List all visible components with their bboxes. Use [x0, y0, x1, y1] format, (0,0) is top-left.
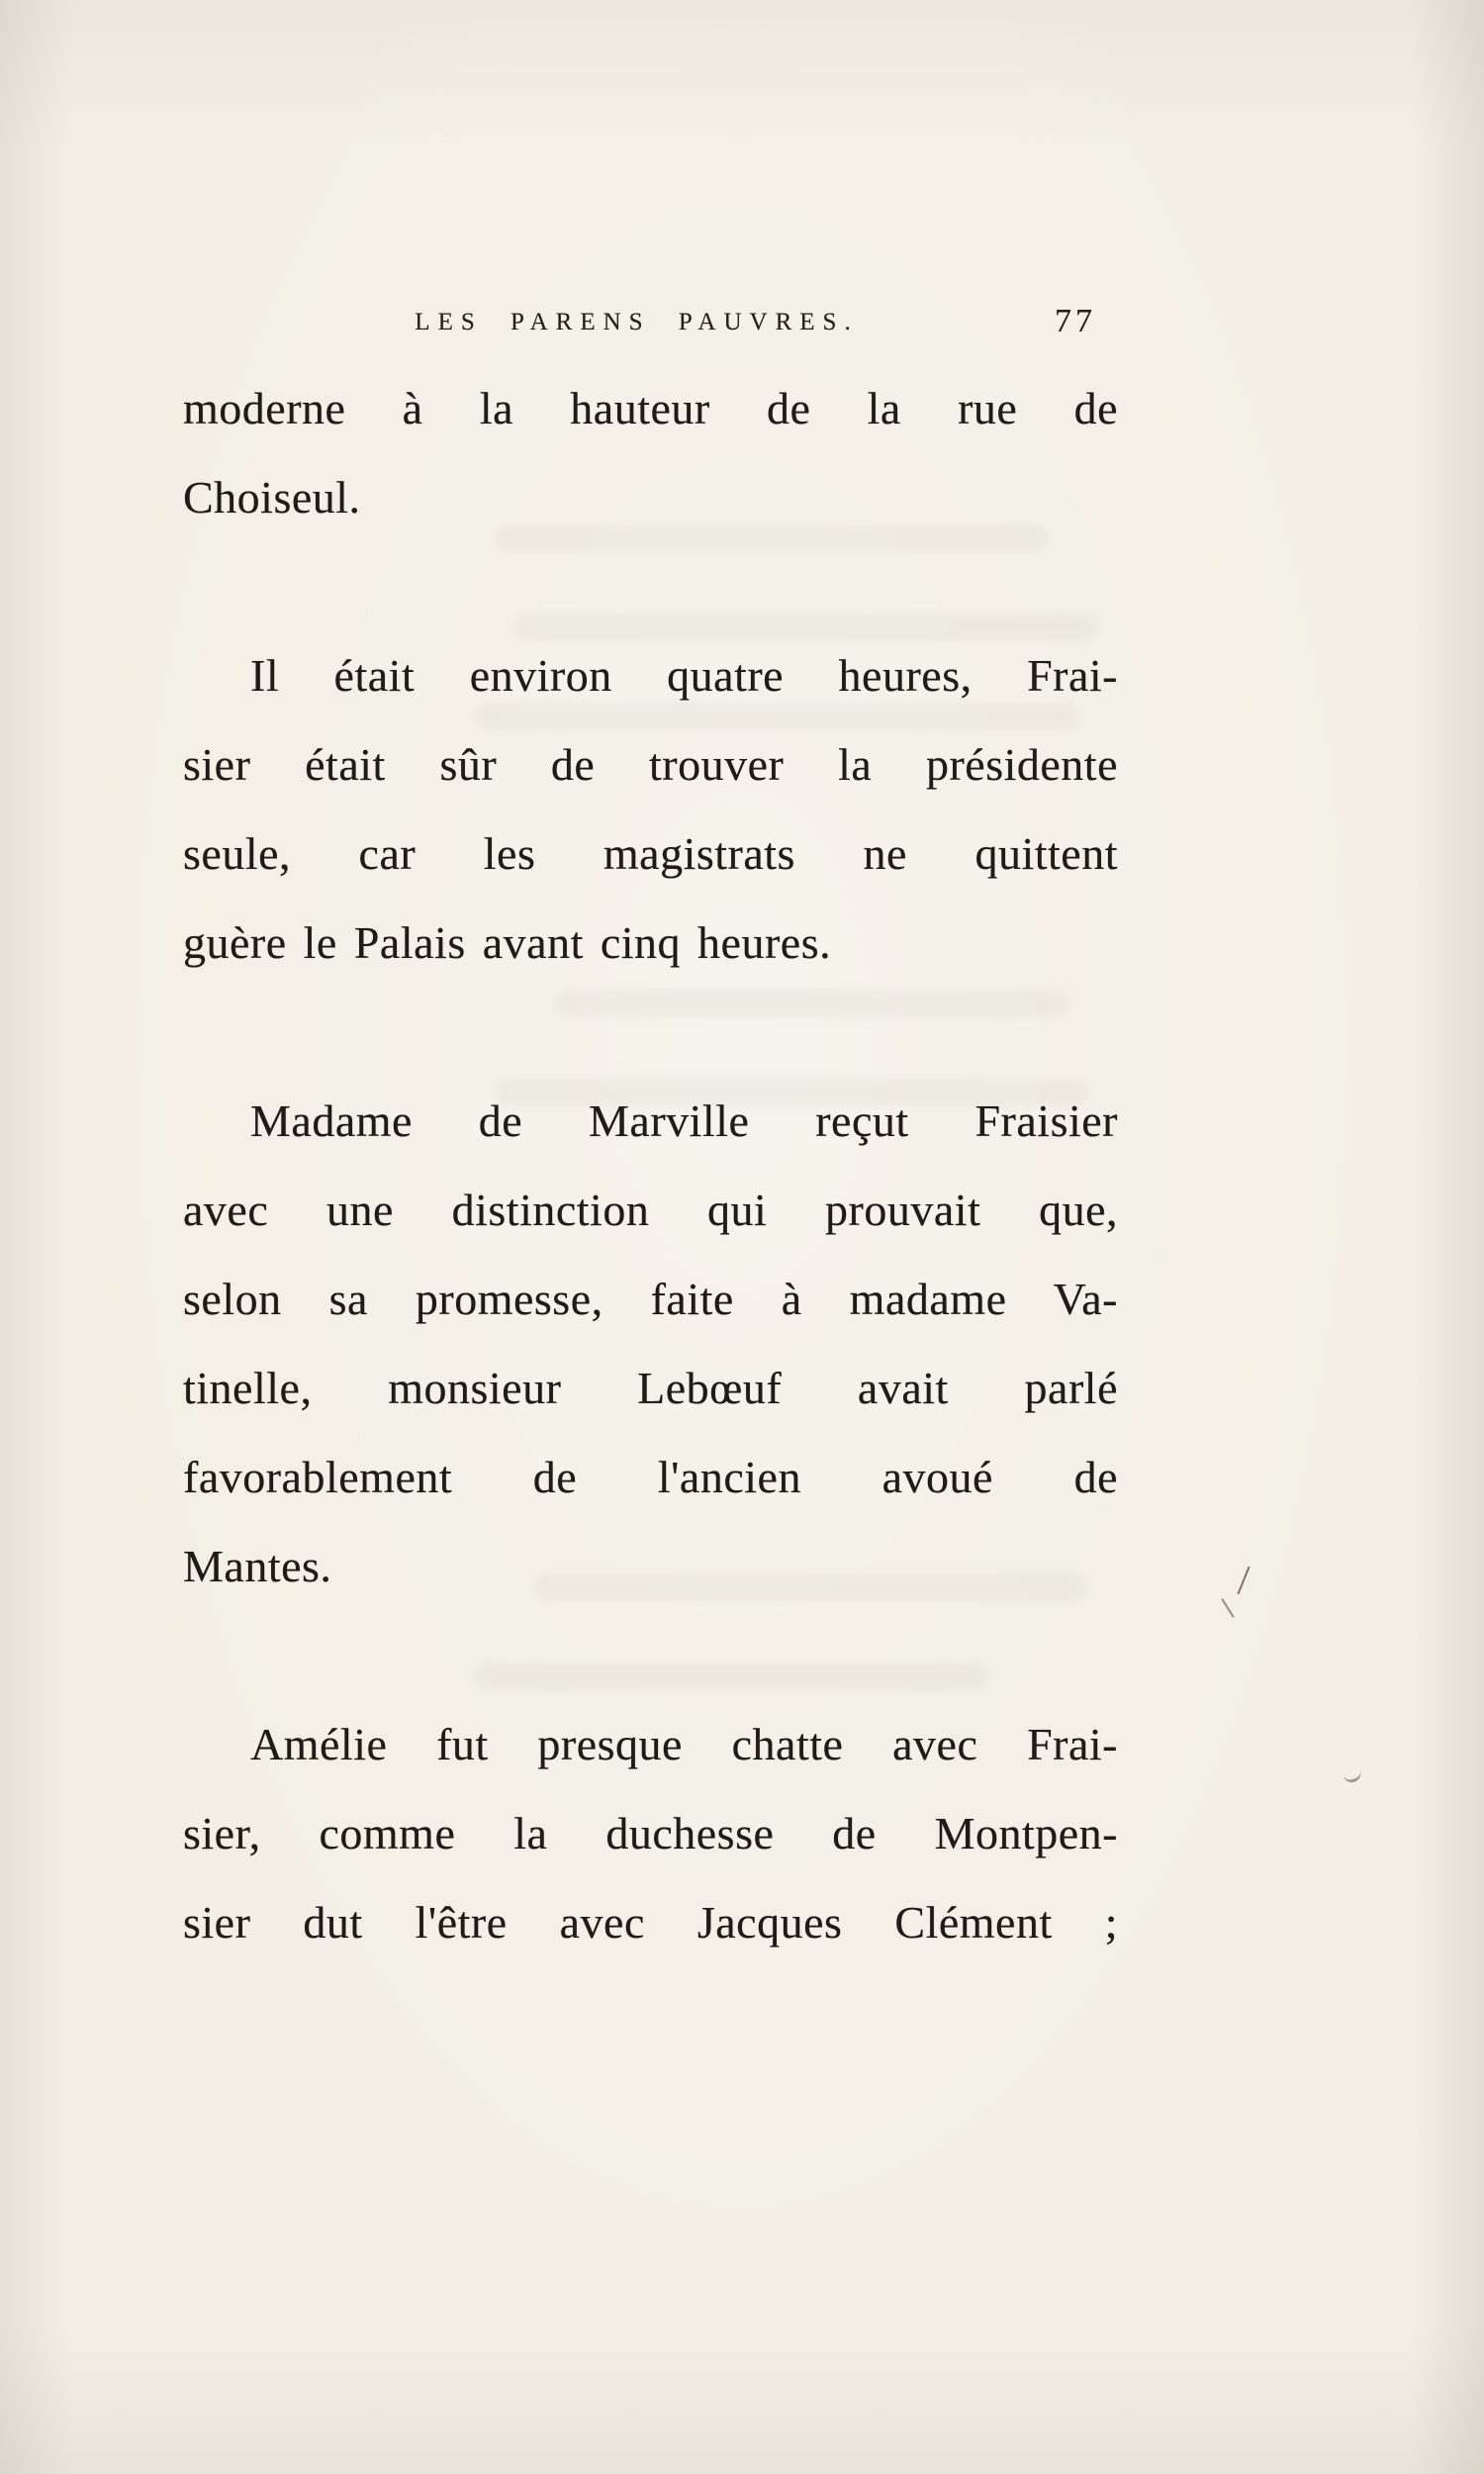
paragraph — [183, 1700, 1118, 1967]
text-line: Mantes. — [183, 1541, 332, 1591]
stray-ink-mark — [1221, 1598, 1234, 1618]
running-header-title: LES PARENS PAUVRES. — [415, 309, 859, 335]
stray-ink-mark — [1237, 1567, 1250, 1595]
text-line: Il était environ quatre heures, Frai- — [250, 650, 1118, 701]
text-line: avec une distinction qui prouvait que, — [183, 1185, 1118, 1235]
page-body — [183, 364, 1118, 1967]
text-line: Madame de Marville reçut Fraisier — [250, 1095, 1118, 1146]
paragraph — [183, 631, 1118, 988]
page-number: 77 — [1055, 303, 1096, 339]
running-header — [183, 293, 1118, 340]
text-line: tinelle, monsieur Lebœuf avait parlé — [183, 1363, 1118, 1413]
text-line: seule, car les magistrats ne quittent — [183, 828, 1118, 879]
text-line: sier, comme la duchesse de Montpen- — [183, 1808, 1118, 1858]
stray-ink-mark — [1343, 1767, 1363, 1784]
text-line: moderne à la hauteur de la rue de — [183, 383, 1118, 433]
text-line: sier dut l'être avec Jacques Clément ; — [183, 1897, 1118, 1948]
text-line: sier était sûr de trouver la présidente — [183, 739, 1118, 790]
text-line: guère le Palais avant cinq heures. — [183, 917, 832, 968]
text-line: favorablement de l'ancien avoué de — [183, 1452, 1118, 1502]
text-line: Choiseul. — [183, 472, 361, 523]
text-line: Amélie fut presque chatte avec Frai- — [250, 1719, 1118, 1769]
paragraph — [183, 1077, 1118, 1611]
text-line: selon sa promesse, faite à madame Va- — [183, 1274, 1118, 1324]
paragraph — [183, 364, 1118, 542]
text-block — [183, 293, 1118, 1967]
